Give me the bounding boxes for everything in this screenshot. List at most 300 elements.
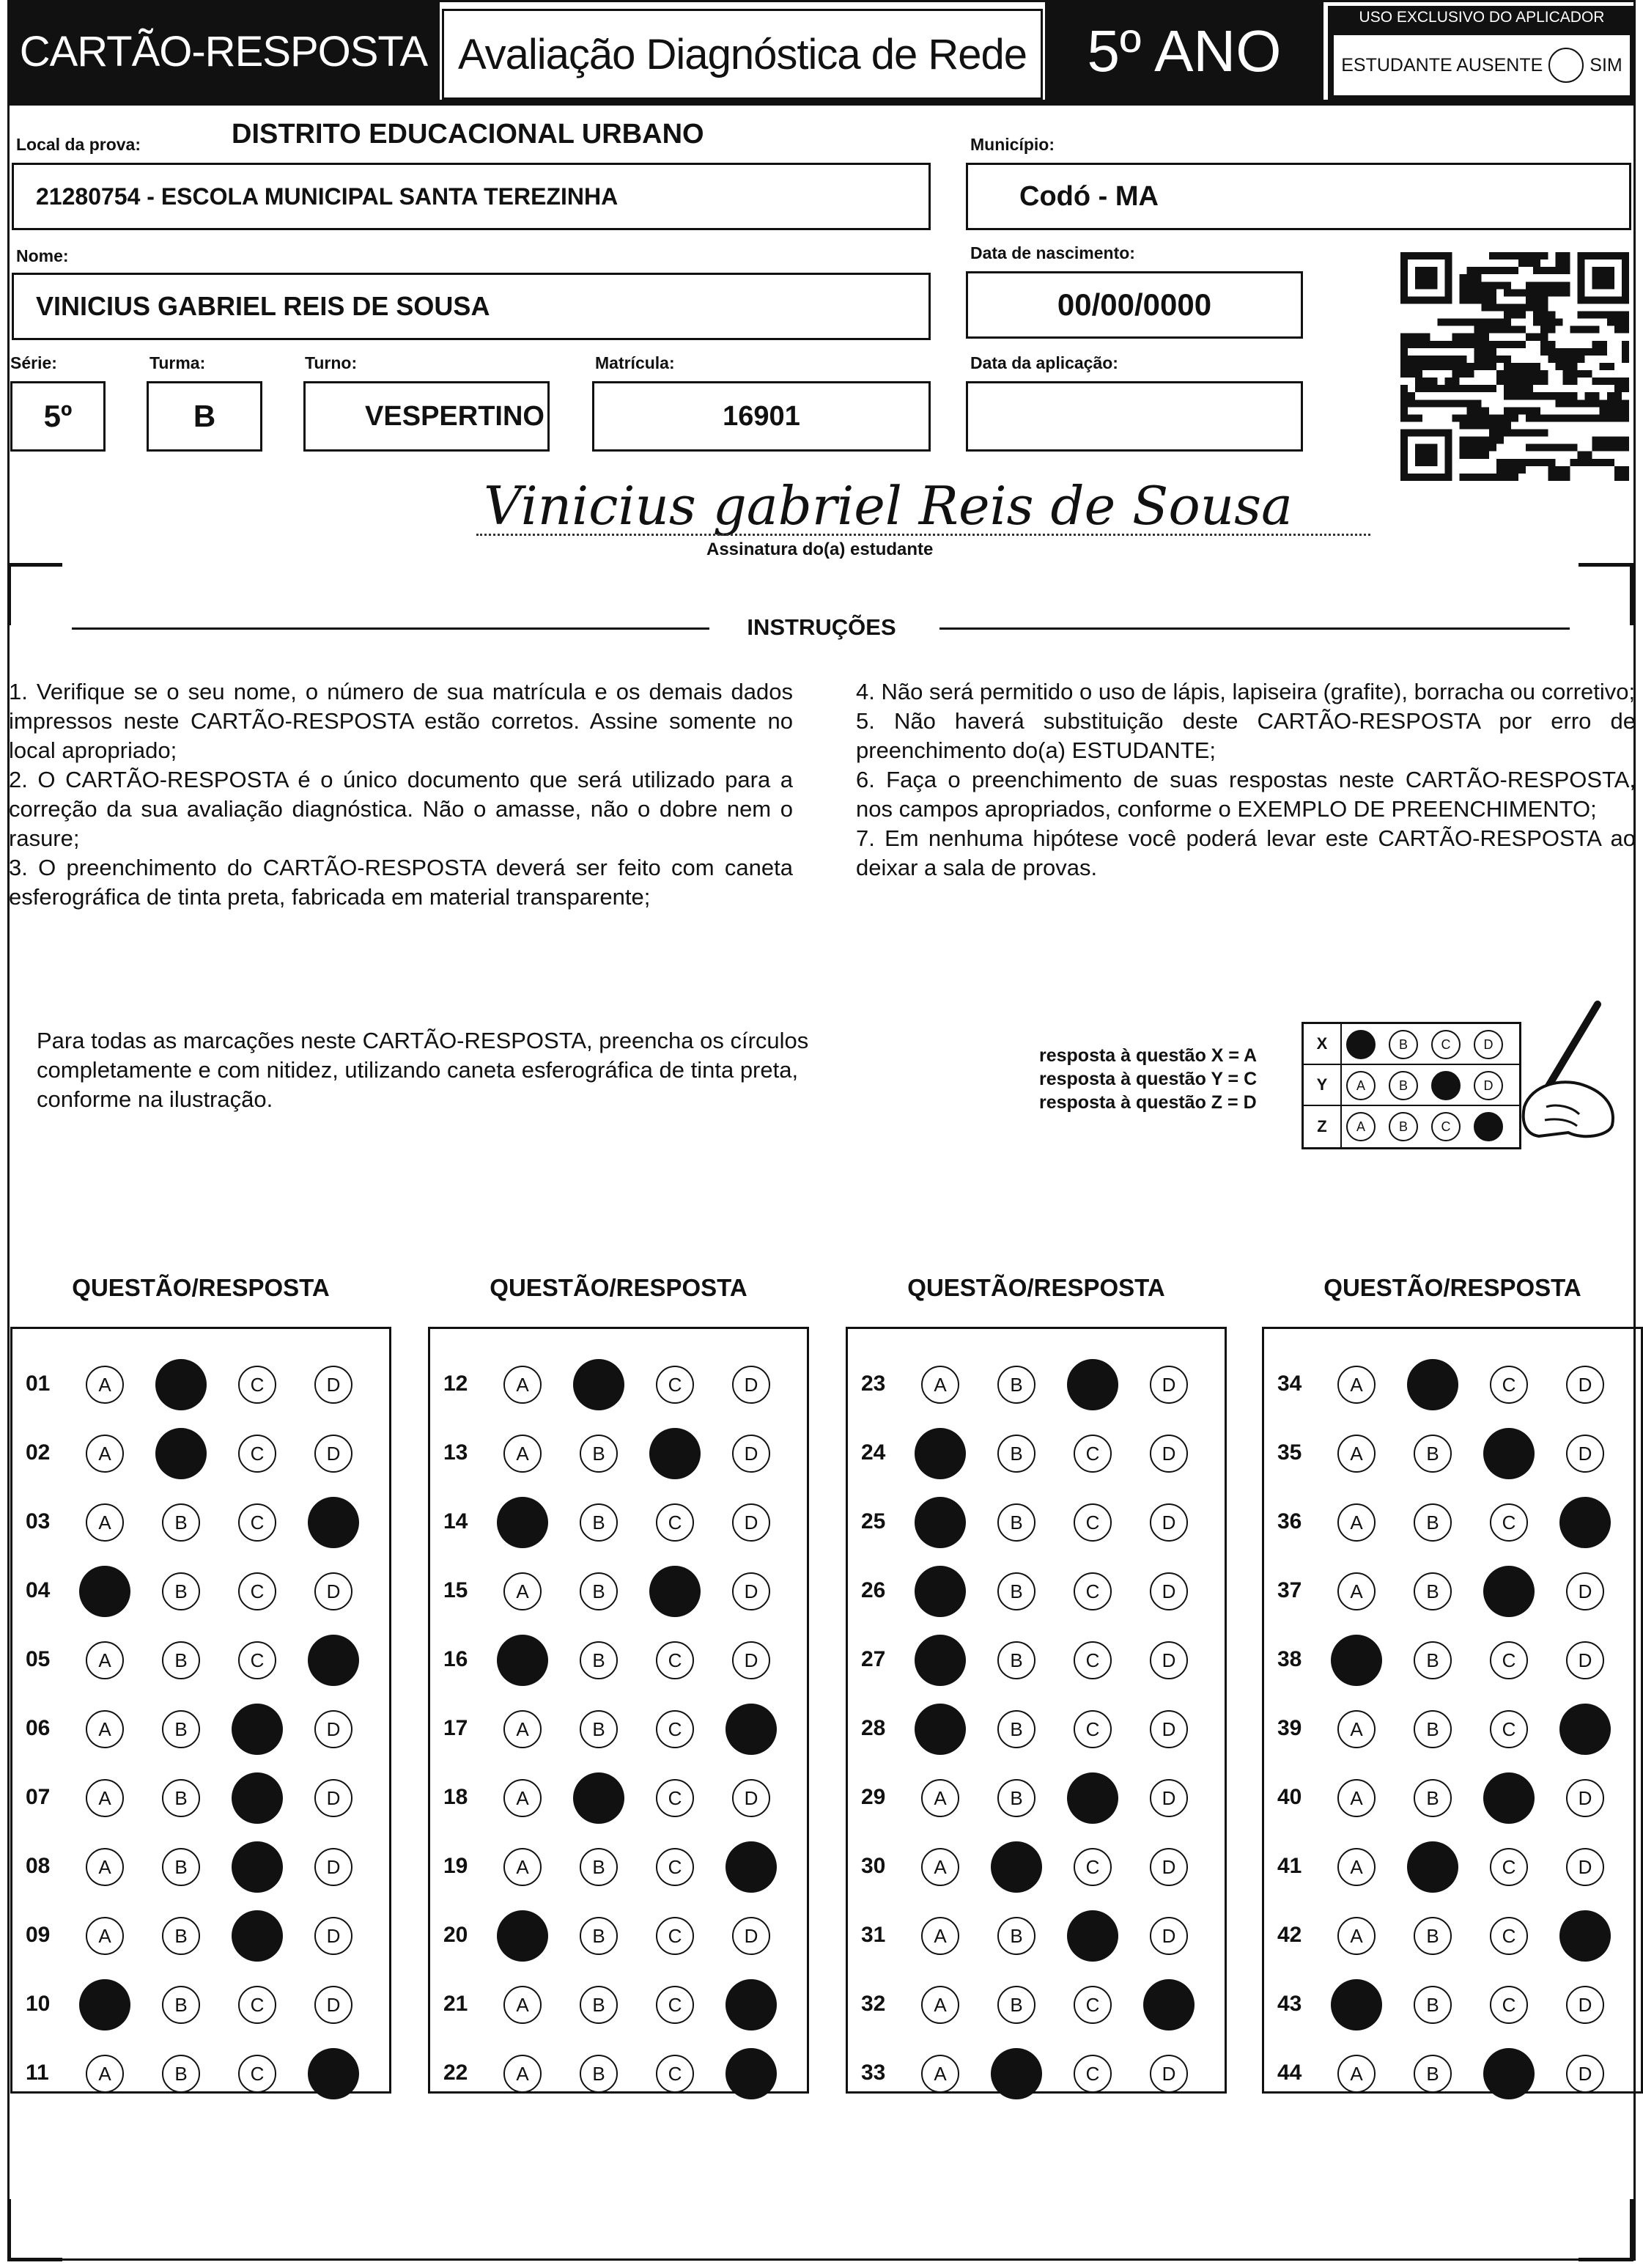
- answer-bubble-a[interactable]: A: [503, 1779, 542, 1817]
- answer-bubble-c[interactable]: C: [238, 1641, 276, 1679]
- question-row: [848, 1973, 1225, 2041]
- answer-bubble-d[interactable]: D: [1566, 1435, 1604, 1473]
- question-row: [1264, 1352, 1641, 1421]
- answer-bubble-c[interactable]: [649, 1566, 701, 1617]
- answer-bubble-c[interactable]: C: [238, 1366, 276, 1404]
- answer-bubble-a[interactable]: A: [86, 1435, 124, 1473]
- answer-bubble-d[interactable]: D: [1150, 1366, 1188, 1404]
- question-row: [1264, 2041, 1641, 2110]
- question-row: [430, 1973, 807, 2041]
- answer-bubble-b[interactable]: B: [162, 1572, 200, 1610]
- answer-bubble-c[interactable]: [1483, 2048, 1535, 2099]
- answer-bubble-a[interactable]: A: [503, 1848, 542, 1886]
- question-row: [848, 1904, 1225, 1973]
- answer-bubble-d[interactable]: [1559, 1704, 1611, 1755]
- answer-bubble-b[interactable]: B: [580, 1435, 618, 1473]
- instructions-right-column: [856, 677, 1636, 883]
- question-row: [12, 1421, 389, 1490]
- answer-bubble-a[interactable]: A: [1337, 2055, 1376, 2093]
- question-row: [12, 1904, 389, 1973]
- answer-bubble-b[interactable]: B: [1414, 1572, 1452, 1610]
- answer-bubble-a[interactable]: A: [1337, 1435, 1376, 1473]
- question-number: 21: [443, 1992, 468, 2016]
- answer-bubble-d[interactable]: D: [314, 1986, 352, 2024]
- answer-bubble-a[interactable]: A: [1337, 1848, 1376, 1886]
- answer-bubble-c[interactable]: C: [1490, 1366, 1528, 1404]
- answer-bubble-b[interactable]: B: [580, 1503, 618, 1542]
- example-answers: [1039, 1044, 1257, 1114]
- instruction-item: 1. Verifique se o seu nome, o número de sua matrícula e os demais dados impressos neste CARTÃO-RESPOSTA estão corretos. Assine somente no local apropriado;: [9, 679, 793, 763]
- answer-bubble-b[interactable]: B: [162, 1710, 200, 1748]
- question-number: 28: [861, 1716, 886, 1740]
- answer-bubble-b[interactable]: B: [1414, 1710, 1452, 1748]
- answer-bubble-c[interactable]: [232, 1704, 283, 1755]
- answer-bubble-d[interactable]: D: [1566, 1779, 1604, 1817]
- answer-bubble-c[interactable]: C: [1490, 1848, 1528, 1886]
- answer-bubble-b[interactable]: B: [162, 1503, 200, 1542]
- question-row: [848, 1490, 1225, 1559]
- answer-bubble-d[interactable]: [308, 1497, 359, 1548]
- name-value: VINICIUS GABRIEL REIS DE SOUSA: [36, 291, 490, 321]
- column-title: QUESTÃO/RESPOSTA: [490, 1274, 747, 1301]
- answer-bubble-d[interactable]: D: [1566, 1572, 1604, 1610]
- answer-bubble-d[interactable]: [1559, 1910, 1611, 1962]
- question-row: [1264, 1766, 1641, 1835]
- answer-bubble-a[interactable]: A: [921, 1986, 959, 2024]
- answer-bubble-a[interactable]: A: [86, 1848, 124, 1886]
- example-answer-x: resposta à questão X = A: [1039, 1045, 1258, 1066]
- answer-bubble-d[interactable]: [725, 1841, 777, 1893]
- answer-bubble-b[interactable]: B: [162, 2055, 200, 2093]
- answer-bubble-b[interactable]: [155, 1359, 207, 1410]
- answer-bubble-b[interactable]: B: [580, 1572, 618, 1610]
- question-row: [848, 1352, 1225, 1421]
- answer-bubble-c[interactable]: C: [238, 1986, 276, 2024]
- question-number: 30: [861, 1854, 886, 1878]
- answer-bubble-c[interactable]: C: [1074, 1986, 1112, 2024]
- question-row: [848, 1697, 1225, 1766]
- answer-bubble-b[interactable]: B: [162, 1779, 200, 1817]
- answer-bubble-b[interactable]: B: [580, 1917, 618, 1955]
- answer-bubble-a[interactable]: A: [503, 1366, 542, 1404]
- corner-bottom-left: [7, 2199, 62, 2261]
- question-row: [1264, 1421, 1641, 1490]
- answer-bubble-a[interactable]: [79, 1979, 130, 2030]
- answer-bubble-d[interactable]: D: [314, 1917, 352, 1955]
- answer-bubble-d[interactable]: [1559, 1497, 1611, 1548]
- answer-bubble-b[interactable]: B: [162, 1917, 200, 1955]
- answer-bubble-d[interactable]: D: [1150, 1917, 1188, 1955]
- question-number: 17: [443, 1716, 468, 1740]
- answer-bubble-a[interactable]: A: [503, 1710, 542, 1748]
- answer-bubble-b[interactable]: B: [997, 1917, 1035, 1955]
- answer-bubble-a[interactable]: A: [921, 1779, 959, 1817]
- answer-bubble-a[interactable]: A: [503, 1435, 542, 1473]
- example-bubble-a: [1346, 1030, 1376, 1059]
- answer-bubble-b[interactable]: [573, 1772, 624, 1824]
- shift-value: VESPERTINO: [365, 400, 544, 432]
- answer-bubble-d[interactable]: D: [1150, 1572, 1188, 1610]
- answer-bubble-d[interactable]: [725, 1979, 777, 2030]
- answer-bubble-c[interactable]: C: [238, 1572, 276, 1610]
- question-number: 08: [26, 1854, 51, 1878]
- location-label: Local da prova:: [16, 135, 141, 154]
- answer-bubble-c[interactable]: C: [1074, 1848, 1112, 1886]
- answer-bubble-a[interactable]: [1331, 1635, 1382, 1686]
- answer-bubble-c[interactable]: [1483, 1772, 1535, 1824]
- example-bubble-a: A: [1346, 1071, 1376, 1100]
- instruction-item: 5. Não haverá substituição deste CARTÃO-RESPOSTA por erro de preenchimento do(a) ESTUDANTE;: [856, 708, 1636, 763]
- example-row-key: Z: [1304, 1106, 1342, 1147]
- application-date-field: [966, 381, 1303, 452]
- answer-bubble-c[interactable]: [1067, 1910, 1118, 1962]
- question-number: 23: [861, 1372, 886, 1396]
- answer-bubble-a[interactable]: A: [86, 2055, 124, 2093]
- answer-bubble-d[interactable]: D: [314, 1848, 352, 1886]
- instruction-item: 4. Não será permitido o uso de lápis, lapiseira (grafite), borracha ou corretivo;: [856, 679, 1636, 704]
- question-number: 42: [1277, 1923, 1302, 1947]
- question-number: 18: [443, 1785, 468, 1809]
- answer-bubble-c[interactable]: [232, 1772, 283, 1824]
- question-row: [848, 1628, 1225, 1697]
- answer-bubble-b[interactable]: [991, 2048, 1042, 2099]
- question-row: [1264, 1904, 1641, 1973]
- answer-bubble-d[interactable]: [1143, 1979, 1195, 2030]
- answer-bubble-c[interactable]: C: [1074, 1435, 1112, 1473]
- answer-bubble-d[interactable]: D: [732, 1503, 770, 1542]
- absent-bubble[interactable]: [1548, 48, 1584, 83]
- example-instructions: Para todas as marcações neste CARTÃO-RESPOSTA, preencha os círculos completamente e com nitidez, utilizando caneta esferográfica de tinta preta, conforme na ilustração.: [37, 1028, 809, 1112]
- column-title: QUESTÃO/RESPOSTA: [72, 1274, 330, 1301]
- answer-bubble-b[interactable]: B: [997, 1503, 1035, 1542]
- answer-bubble-a[interactable]: [915, 1635, 966, 1686]
- answer-bubble-c[interactable]: [1067, 1772, 1118, 1824]
- example-bubble-c: C: [1431, 1112, 1461, 1141]
- answer-bubble-a[interactable]: A: [86, 1641, 124, 1679]
- answer-bubble-c[interactable]: C: [1074, 2055, 1112, 2093]
- school-field: [12, 163, 931, 230]
- answer-bubble-d[interactable]: [725, 1704, 777, 1755]
- answer-bubble-a[interactable]: [497, 1497, 548, 1548]
- question-number: 36: [1277, 1509, 1302, 1534]
- answer-bubble-a[interactable]: A: [1337, 1710, 1376, 1748]
- example-row-key: X: [1304, 1024, 1342, 1064]
- answer-bubble-d[interactable]: D: [1150, 1435, 1188, 1473]
- answer-column: [846, 1327, 1227, 2094]
- grade-title: 5º ANO: [1045, 0, 1323, 103]
- answer-bubble-c[interactable]: C: [238, 1503, 276, 1542]
- question-number: 01: [26, 1372, 51, 1396]
- answer-bubble-d[interactable]: D: [1566, 1986, 1604, 2024]
- answer-bubble-a[interactable]: A: [1337, 1366, 1376, 1404]
- absent-label: ESTUDANTE AUSENTE: [1341, 54, 1543, 76]
- name-field: [12, 273, 931, 340]
- answer-bubble-a[interactable]: A: [86, 1779, 124, 1817]
- question-row: [12, 1490, 389, 1559]
- answer-bubble-d[interactable]: D: [314, 1366, 352, 1404]
- answer-bubble-a[interactable]: A: [1337, 1779, 1376, 1817]
- answer-bubble-c[interactable]: C: [1490, 1986, 1528, 2024]
- column-title: QUESTÃO/RESPOSTA: [907, 1274, 1165, 1301]
- series-field: [10, 381, 106, 452]
- answer-bubble-a[interactable]: A: [921, 1848, 959, 1886]
- question-number: 04: [26, 1578, 51, 1602]
- answer-bubble-a[interactable]: [497, 1635, 548, 1686]
- municipality-label: Município:: [970, 135, 1055, 154]
- answer-bubble-d[interactable]: D: [1150, 1503, 1188, 1542]
- answer-bubble-a[interactable]: [915, 1497, 966, 1548]
- question-number: 24: [861, 1440, 886, 1465]
- question-row: [848, 2041, 1225, 2110]
- question-number: 39: [1277, 1716, 1302, 1740]
- answer-bubble-d[interactable]: D: [1150, 2055, 1188, 2093]
- evaluation-title: Avaliação Diagnóstica de Rede: [442, 9, 1043, 100]
- class-value: B: [193, 399, 216, 433]
- answer-bubble-c[interactable]: C: [656, 1503, 694, 1542]
- answer-bubble-c[interactable]: [649, 1428, 701, 1479]
- birth-label: Data de nascimento:: [970, 243, 1135, 262]
- example-bubble-b: B: [1389, 1030, 1418, 1059]
- answer-bubble-c[interactable]: C: [1490, 1710, 1528, 1748]
- answer-bubble-a[interactable]: A: [86, 1917, 124, 1955]
- answer-bubble-b[interactable]: B: [1414, 1917, 1452, 1955]
- example-bubble-c: [1431, 1071, 1461, 1100]
- answer-bubble-b[interactable]: B: [162, 1848, 200, 1886]
- question-row: [430, 1904, 807, 1973]
- answer-bubble-b[interactable]: B: [1414, 2055, 1452, 2093]
- answer-bubble-b[interactable]: B: [1414, 1986, 1452, 2024]
- instructions-left-column: [9, 677, 793, 912]
- answer-bubble-c[interactable]: C: [238, 2055, 276, 2093]
- municipality-field: [966, 163, 1631, 230]
- instructions-title: INSTRUÇÕES: [747, 614, 896, 640]
- answer-bubble-b[interactable]: B: [580, 1848, 618, 1886]
- answer-bubble-b[interactable]: B: [580, 1710, 618, 1748]
- question-number: 14: [443, 1509, 468, 1534]
- question-number: 09: [26, 1923, 51, 1947]
- instruction-item: 3. O preenchimento do CARTÃO-RESPOSTA deverá ser feito com caneta esferográfica de tinta preta, fabricada em material transparente;: [9, 855, 793, 910]
- question-row: [1264, 1835, 1641, 1904]
- answer-bubble-c[interactable]: C: [656, 1848, 694, 1886]
- example-bubble-d: D: [1474, 1030, 1503, 1059]
- answer-bubble-b[interactable]: [1407, 1359, 1458, 1410]
- answer-bubble-c[interactable]: C: [1490, 1503, 1528, 1542]
- answer-bubble-d[interactable]: D: [1566, 1848, 1604, 1886]
- question-row: [848, 1835, 1225, 1904]
- question-row: [430, 1352, 807, 1421]
- question-row: [848, 1421, 1225, 1490]
- answer-bubble-d[interactable]: D: [1150, 1641, 1188, 1679]
- answer-bubble-b[interactable]: [573, 1359, 624, 1410]
- answer-bubble-a[interactable]: A: [503, 1986, 542, 2024]
- answer-bubble-b[interactable]: B: [162, 1986, 200, 2024]
- answer-bubble-d[interactable]: D: [314, 1435, 352, 1473]
- answer-bubble-a[interactable]: A: [1337, 1917, 1376, 1955]
- question-row: [430, 1421, 807, 1490]
- question-row: [12, 1628, 389, 1697]
- answer-bubble-b[interactable]: B: [1414, 1435, 1452, 1473]
- answer-bubble-a[interactable]: A: [921, 2055, 959, 2093]
- signature-label: Assinatura do(a) estudante: [706, 540, 934, 559]
- answer-bubble-d[interactable]: D: [314, 1572, 352, 1610]
- answer-bubble-c[interactable]: C: [1490, 1917, 1528, 1955]
- question-row: [430, 1766, 807, 1835]
- absent-option: SIM: [1590, 54, 1622, 76]
- answer-bubble-b[interactable]: B: [997, 1435, 1035, 1473]
- question-number: 13: [443, 1440, 468, 1465]
- example-row: [1304, 1106, 1519, 1147]
- answer-bubble-a[interactable]: A: [503, 1572, 542, 1610]
- qr-code: [1398, 252, 1631, 481]
- answer-bubble-d[interactable]: D: [1566, 2055, 1604, 2093]
- answer-bubble-d[interactable]: [308, 2048, 359, 2099]
- answer-bubble-b[interactable]: B: [162, 1641, 200, 1679]
- question-number: 11: [26, 2061, 49, 2085]
- question-row: [1264, 1628, 1641, 1697]
- answer-bubble-d[interactable]: D: [732, 1572, 770, 1610]
- answer-bubble-b[interactable]: B: [997, 1779, 1035, 1817]
- answer-bubble-c[interactable]: C: [1490, 1641, 1528, 1679]
- question-row: [12, 1697, 389, 1766]
- answer-bubble-c[interactable]: C: [656, 1641, 694, 1679]
- answer-bubble-d[interactable]: D: [314, 1779, 352, 1817]
- question-number: 37: [1277, 1578, 1302, 1602]
- answer-bubble-a[interactable]: A: [503, 2055, 542, 2093]
- answer-bubble-b[interactable]: B: [997, 1710, 1035, 1748]
- answer-bubble-a[interactable]: [915, 1428, 966, 1479]
- question-number: 33: [861, 2061, 886, 2085]
- answer-bubble-c[interactable]: C: [656, 1917, 694, 1955]
- question-number: 15: [443, 1578, 468, 1602]
- answer-bubble-c[interactable]: C: [1074, 1710, 1112, 1748]
- answer-bubble-b[interactable]: B: [580, 1986, 618, 2024]
- answer-bubble-a[interactable]: [497, 1910, 548, 1962]
- answer-bubble-d[interactable]: D: [1150, 1710, 1188, 1748]
- name-label: Nome:: [16, 246, 69, 265]
- answer-bubble-d[interactable]: D: [314, 1710, 352, 1748]
- answer-bubble-a[interactable]: A: [1337, 1572, 1376, 1610]
- answer-bubble-a[interactable]: A: [86, 1503, 124, 1542]
- shift-label: Turno:: [305, 353, 358, 372]
- answer-bubble-d[interactable]: [308, 1635, 359, 1686]
- answer-bubble-d[interactable]: D: [1150, 1848, 1188, 1886]
- answer-bubble-a[interactable]: A: [921, 1366, 959, 1404]
- question-number: 40: [1277, 1785, 1302, 1809]
- answer-bubble-c[interactable]: C: [656, 1779, 694, 1817]
- answer-bubble-c[interactable]: C: [656, 2055, 694, 2093]
- answer-bubble-a[interactable]: A: [1337, 1503, 1376, 1542]
- class-field: [147, 381, 262, 452]
- answer-bubble-d[interactable]: D: [1566, 1366, 1604, 1404]
- answer-bubble-b[interactable]: B: [997, 1641, 1035, 1679]
- question-row: [430, 1697, 807, 1766]
- answer-bubble-a[interactable]: [915, 1566, 966, 1617]
- question-number: 26: [861, 1578, 886, 1602]
- answer-bubble-b[interactable]: B: [580, 1641, 618, 1679]
- answer-bubble-a[interactable]: [915, 1704, 966, 1755]
- answer-bubble-d[interactable]: D: [732, 1641, 770, 1679]
- enrollment-field: [592, 381, 931, 452]
- answer-bubble-a[interactable]: A: [86, 1366, 124, 1404]
- question-number: 32: [861, 1992, 886, 2016]
- corner-bottom-right: [1579, 2199, 1633, 2261]
- student-signature: [469, 469, 1378, 550]
- answer-bubble-d[interactable]: [725, 2048, 777, 2099]
- answer-bubble-a[interactable]: A: [921, 1917, 959, 1955]
- answer-bubble-d[interactable]: D: [732, 1366, 770, 1404]
- answer-bubble-d[interactable]: D: [1566, 1641, 1604, 1679]
- question-row: [12, 1352, 389, 1421]
- answer-bubble-d[interactable]: D: [732, 1917, 770, 1955]
- answer-bubble-a[interactable]: A: [86, 1710, 124, 1748]
- question-row: [848, 1559, 1225, 1628]
- answer-bubble-c[interactable]: C: [1074, 1572, 1112, 1610]
- shift-field: [303, 381, 550, 452]
- example-bubble-d: D: [1474, 1071, 1503, 1100]
- answer-bubble-b[interactable]: B: [580, 2055, 618, 2093]
- answer-bubble-c[interactable]: C: [1074, 1641, 1112, 1679]
- question-row: [430, 1559, 807, 1628]
- answer-bubble-b[interactable]: B: [1414, 1641, 1452, 1679]
- question-number: 19: [443, 1854, 468, 1878]
- column-title: QUESTÃO/RESPOSTA: [1323, 1274, 1581, 1301]
- question-number: 07: [26, 1785, 51, 1809]
- instruction-item: 7. Em nenhuma hipótese você poderá levar este CARTÃO-RESPOSTA ao deixar a sala de provas.: [856, 825, 1636, 880]
- enrollment-value: 16901: [723, 400, 800, 432]
- answer-bubble-c[interactable]: [232, 1841, 283, 1893]
- question-number: 43: [1277, 1992, 1302, 2016]
- answer-bubble-c[interactable]: [232, 1910, 283, 1962]
- answer-bubble-a[interactable]: [1331, 1979, 1382, 2030]
- birth-value: 00/00/0000: [1057, 287, 1212, 322]
- answer-bubble-b[interactable]: [1407, 1841, 1458, 1893]
- answer-bubble-b[interactable]: B: [997, 1986, 1035, 2024]
- question-number: 31: [861, 1923, 886, 1947]
- question-number: 25: [861, 1509, 886, 1534]
- example-bubble-c: C: [1431, 1030, 1461, 1059]
- answer-bubble-b[interactable]: [155, 1428, 207, 1479]
- answer-bubble-a[interactable]: [79, 1566, 130, 1617]
- question-row: [1264, 1697, 1641, 1766]
- question-row: [12, 1766, 389, 1835]
- question-number: 16: [443, 1647, 468, 1671]
- answer-bubble-c[interactable]: C: [1074, 1503, 1112, 1542]
- question-row: [430, 1835, 807, 1904]
- series-label: Série:: [10, 353, 57, 372]
- answer-bubble-d[interactable]: D: [1150, 1779, 1188, 1817]
- question-row: [430, 1490, 807, 1559]
- answer-bubble-c[interactable]: C: [656, 1366, 694, 1404]
- answer-bubble-c[interactable]: [1483, 1566, 1535, 1617]
- example-bubble-b: B: [1389, 1112, 1418, 1141]
- example-bubble-a: A: [1346, 1112, 1376, 1141]
- answer-bubble-c[interactable]: C: [656, 1986, 694, 2024]
- signature-text: Vinicius gabriel Reis de Sousa: [484, 475, 1293, 537]
- answer-bubble-b[interactable]: [991, 1841, 1042, 1893]
- answer-bubble-c[interactable]: [1483, 1428, 1535, 1479]
- answer-bubble-c[interactable]: C: [238, 1435, 276, 1473]
- answer-bubble-d[interactable]: D: [732, 1435, 770, 1473]
- answer-bubble-d[interactable]: D: [732, 1779, 770, 1817]
- answer-bubble-c[interactable]: [1067, 1359, 1118, 1410]
- answer-bubble-c[interactable]: C: [656, 1710, 694, 1748]
- answer-bubble-b[interactable]: B: [997, 1572, 1035, 1610]
- answer-bubble-b[interactable]: B: [997, 1366, 1035, 1404]
- answer-bubble-b[interactable]: B: [1414, 1503, 1452, 1542]
- answer-bubble-b[interactable]: B: [1414, 1779, 1452, 1817]
- question-number: 29: [861, 1785, 886, 1809]
- question-row: [12, 1835, 389, 1904]
